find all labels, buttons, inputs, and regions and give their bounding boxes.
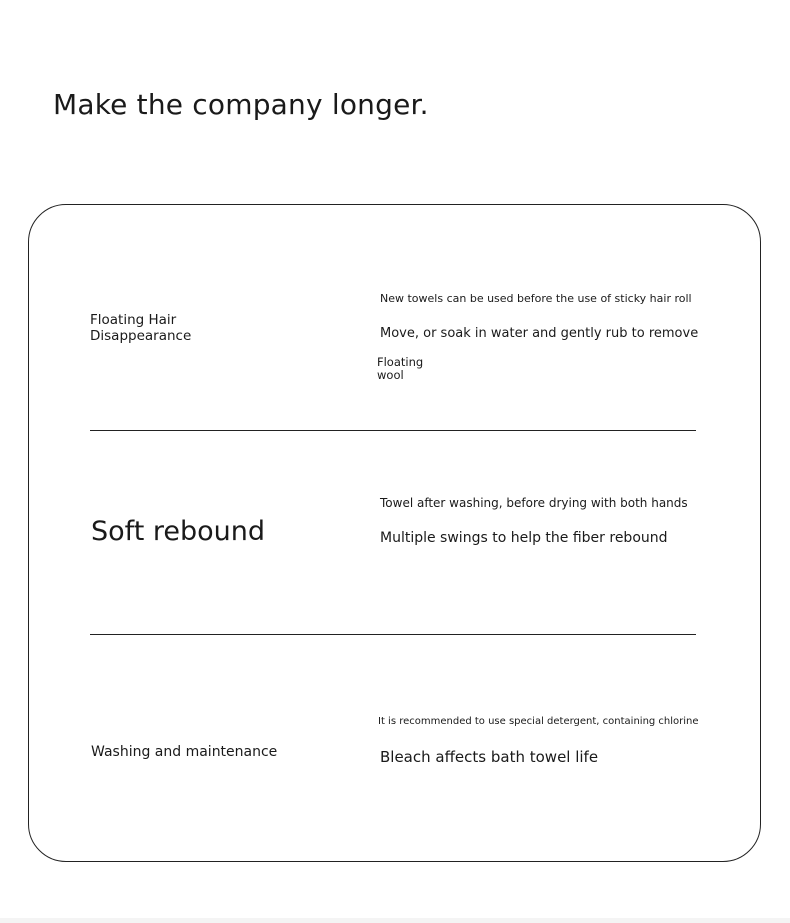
section-desc-note-line: Floating	[377, 355, 424, 369]
section-desc-note-line: wool	[377, 368, 404, 382]
section-desc-line: New towels can be used before the use of sticky hair roll	[380, 292, 692, 305]
section-washing-title: Washing and maintenance	[91, 744, 278, 760]
section-desc-line: Bleach affects bath towel life	[380, 748, 599, 766]
care-card	[28, 204, 761, 862]
section-desc-line: It is recommended to use special detergent, containing chlorine	[378, 716, 699, 727]
section-divider	[90, 430, 696, 431]
section-title-line: Disappearance	[90, 328, 192, 344]
section-desc-note	[377, 356, 423, 382]
section-soft-rebound-title: Soft rebound	[91, 516, 265, 547]
section-floating-hair-title	[90, 312, 191, 344]
section-divider	[90, 634, 696, 635]
section-desc-line: Towel after washing, before drying with both hands	[380, 496, 688, 510]
section-desc-line: Multiple swings to help the fiber rebound	[380, 530, 668, 546]
bottom-strip	[0, 918, 790, 923]
page-title: Make the company longer.	[53, 88, 429, 121]
section-title-line: Floating Hair	[90, 312, 177, 328]
section-desc-line: Move, or soak in water and gently rub to remove	[380, 326, 699, 341]
